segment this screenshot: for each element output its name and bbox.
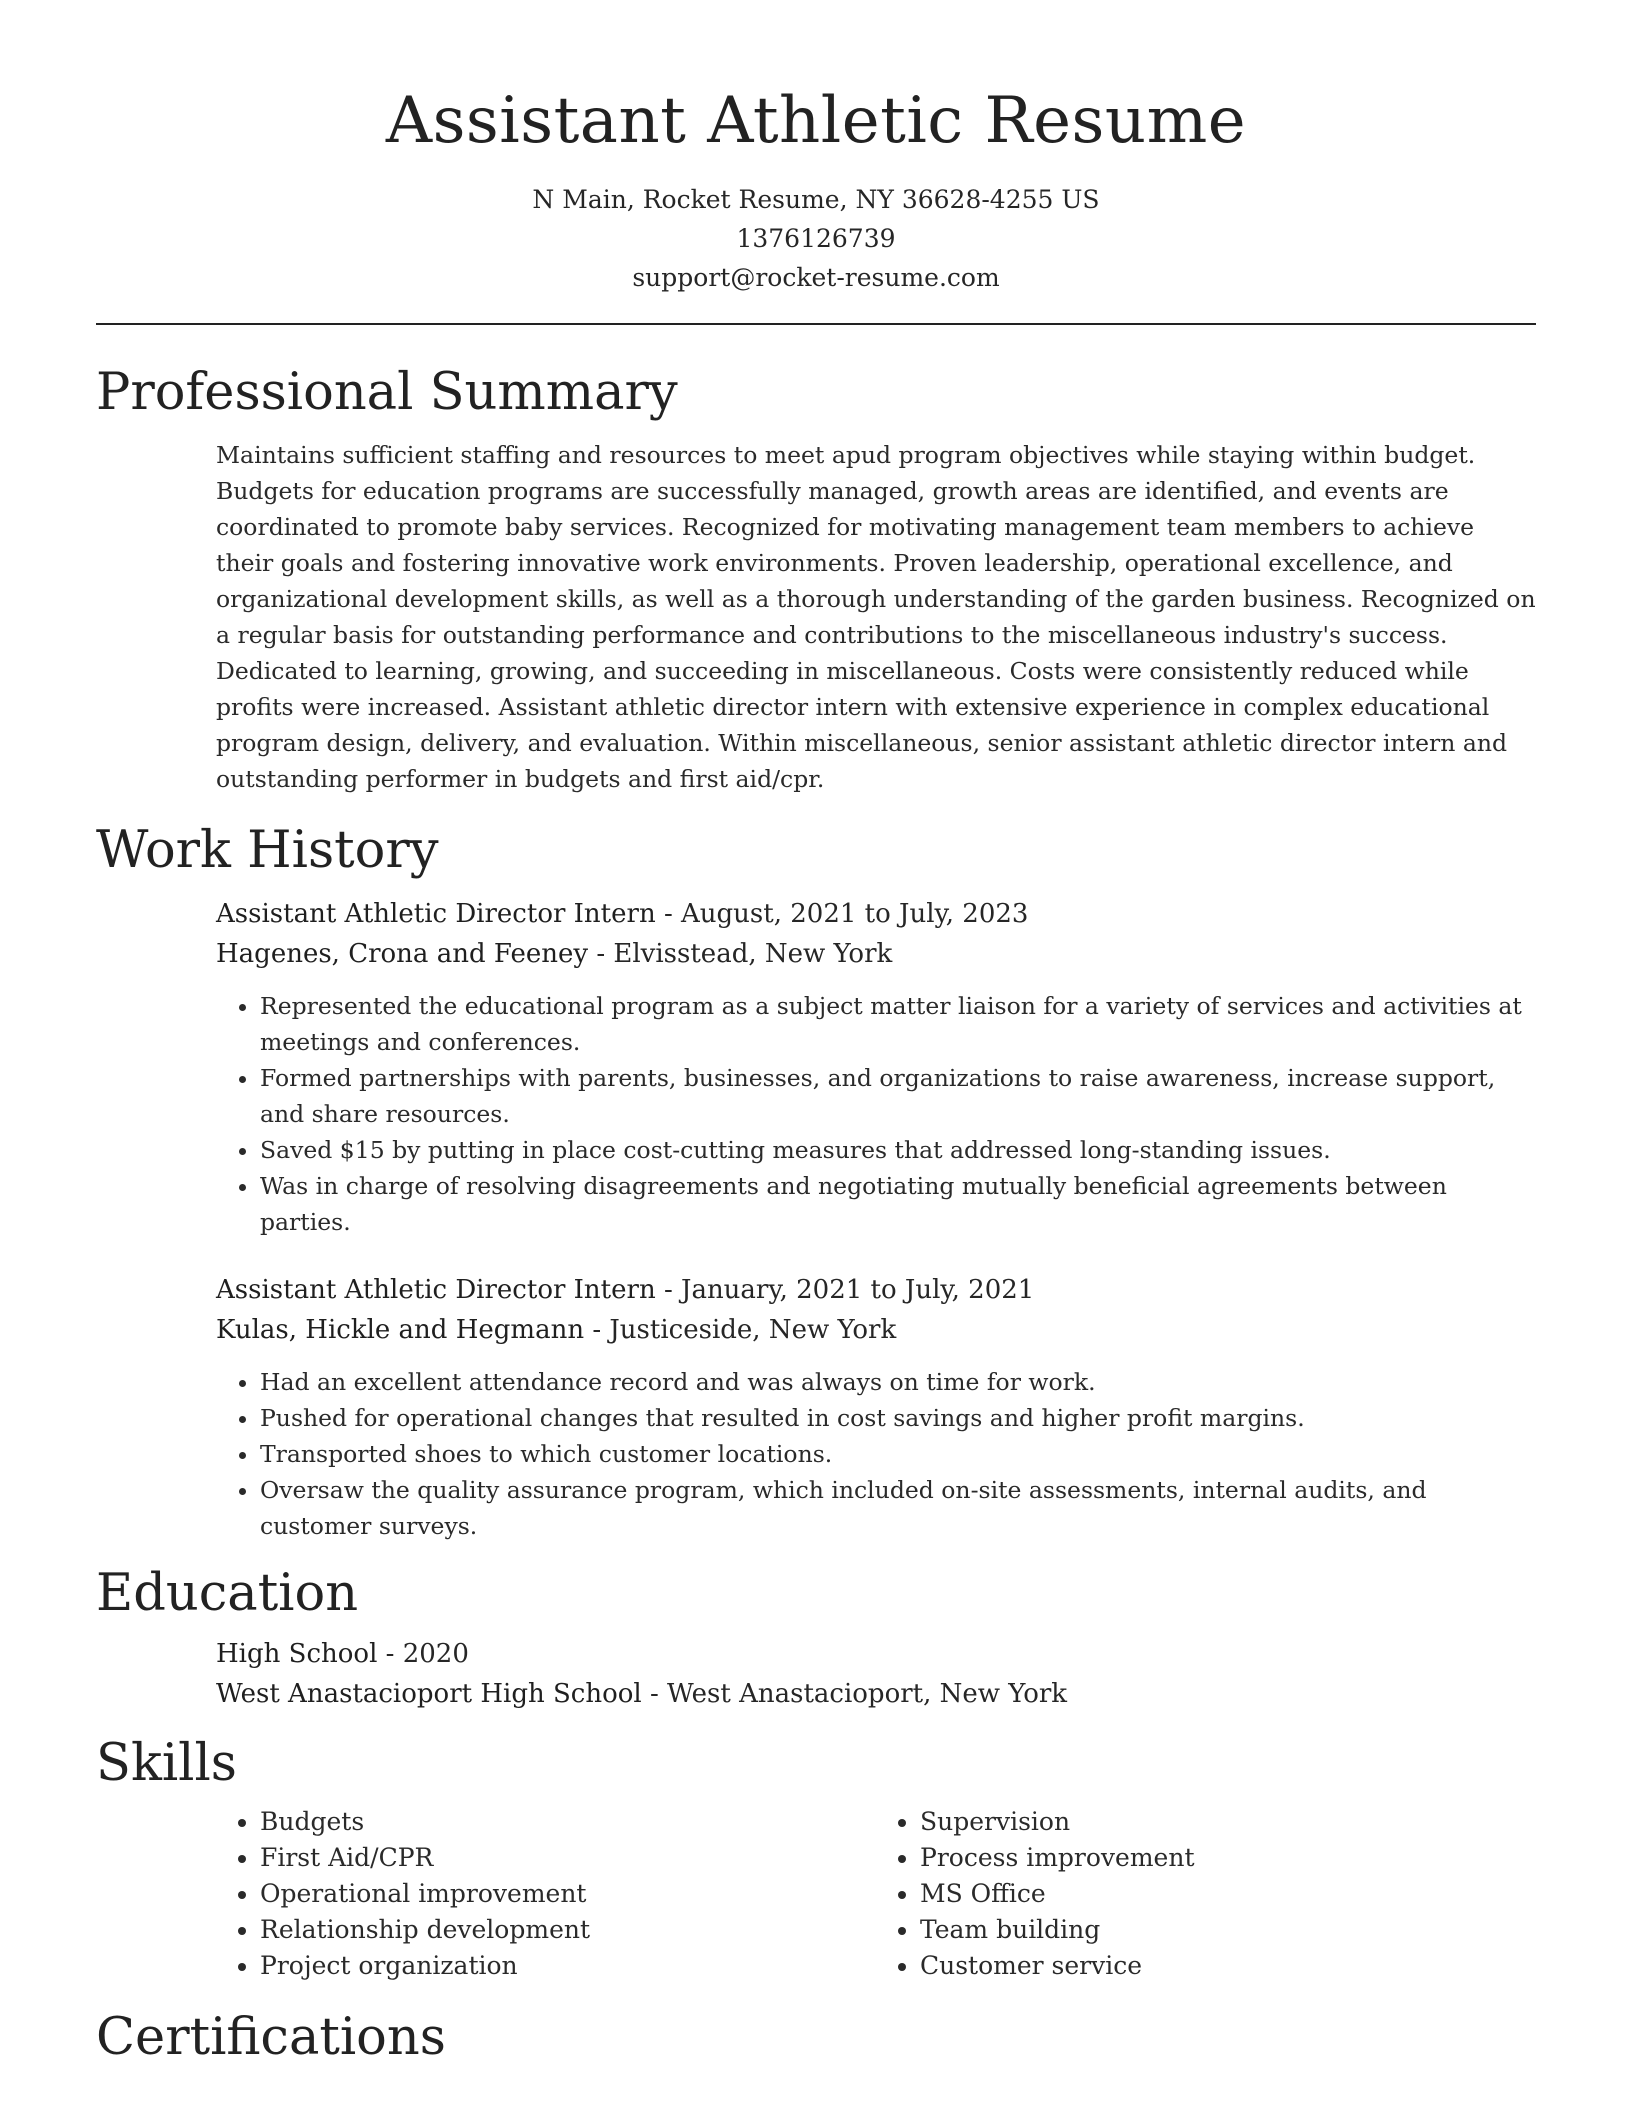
skill-item: • Team building — [920, 1912, 1536, 1948]
summary-heading: Professional Summary — [96, 363, 678, 423]
skill-item: • Project organization — [260, 1948, 876, 1984]
work-history-heading: Work History — [96, 821, 439, 881]
job-dates: - January, 2021 to July, 2021 — [655, 1274, 1035, 1305]
skills-heading: Skills — [96, 1733, 237, 1793]
list-item: • Pushed for operational changes that resulted in cost savings and higher profit margins. — [260, 1400, 1536, 1436]
summary-text: Maintains sufficient staffing and resources to meet apud program objectives while staying within budget. Budgets for education programs are successfully managed, growth areas are identified, and events are coordinated to promote baby services. Recognized for motivating management team members to achieve their goals and fostering innovative work environments. Proven leadership, operational excellence, and organizational development skills, as well as a thorough understanding of the garden business. Recognized on a regular basis for outstanding performance and contributions to the miscellaneous industry's success. Dedicated to learning, growing, and succeeding in miscellaneous. Costs were consistently reduced while profits were increased. Assistant athletic director intern with extensive experience in complex educational program design, delivery, and evaluation. Within miscellaneous, senior assistant athletic director intern and outstanding performer in budgets and first aid/cpr. — [216, 441, 1536, 794]
education-school: West Anastacioport High School — [216, 1678, 642, 1709]
job-location: - Elvisstead, New York — [588, 938, 893, 969]
phone: 1376126739 — [736, 224, 896, 254]
certifications-heading: Certifications — [96, 2007, 446, 2067]
job-bullets — [216, 1364, 1536, 1544]
skill-item: • Supervision — [920, 1804, 1536, 1840]
job-title: Assistant Athletic Director Intern — [216, 1274, 656, 1305]
list-item: • Saved $15 by putting in place cost-cutting measures that addressed long-standing issues. — [260, 1132, 1536, 1168]
education-school-line — [216, 1674, 1536, 1714]
job-title: Assistant Athletic Director Intern — [216, 898, 656, 929]
job-company: Kulas, Hickle and Hegmann — [216, 1314, 585, 1345]
resume-header — [96, 0, 1536, 297]
job-dates: - August, 2021 to July, 2023 — [655, 898, 1029, 929]
education-degree-line — [216, 1634, 1536, 1674]
job-entry-1 — [96, 894, 1536, 1240]
resume-page — [96, 0, 1536, 2066]
education-location: - West Anastacioport, New York — [641, 1678, 1068, 1709]
job-company: Hagenes, Crona and Feeney — [216, 938, 589, 969]
job-title-line — [216, 1270, 1536, 1310]
list-item: • Represented the educational program as a subject matter liaison for a variety of services and activities at meetings and conferences. — [260, 988, 1536, 1060]
address: N Main, Rocket Resume, NY 36628-4255 US — [532, 185, 1100, 215]
skill-item: • MS Office — [920, 1876, 1536, 1912]
education-heading: Education — [96, 1563, 359, 1623]
education-entry — [96, 1634, 1536, 1714]
contact-block — [96, 180, 1536, 297]
job-entry-2 — [96, 1270, 1536, 1544]
job-bullets — [216, 988, 1536, 1240]
skills-column-right — [876, 1804, 1536, 1984]
skill-item: • Process improvement — [920, 1840, 1536, 1876]
list-item: • Oversaw the quality assurance program, which included on-site assessments, internal audits, and customer surveys. — [260, 1472, 1536, 1544]
job-title-line — [216, 894, 1536, 934]
job-company-line — [216, 934, 1536, 974]
list-item: • Had an excellent attendance record and was always on time for work. — [260, 1364, 1536, 1400]
skills-column-left — [216, 1804, 876, 1984]
skills-grid — [216, 1804, 1536, 1984]
education-year: - 2020 — [377, 1638, 469, 1669]
job-company-line — [216, 1310, 1536, 1350]
skill-item: • Operational improvement — [260, 1876, 876, 1912]
email: support@rocket-resume.com — [632, 263, 1000, 293]
skill-item: • Customer service — [920, 1948, 1536, 1984]
education-degree: High School — [216, 1638, 378, 1669]
list-item: • Formed partnerships with parents, businesses, and organizations to raise awareness, increase support, and share resources. — [260, 1060, 1536, 1132]
skill-item: • Relationship development — [260, 1912, 876, 1948]
list-item: • Transported shoes to which customer locations. — [260, 1436, 1536, 1472]
resume-title: Assistant Athletic Resume — [385, 84, 1247, 158]
skill-item: • First Aid/CPR — [260, 1840, 876, 1876]
job-location: - Justiceside, New York — [584, 1314, 897, 1345]
header-divider — [96, 323, 1536, 325]
list-item: • Was in charge of resolving disagreements and negotiating mutually beneficial agreements between parties. — [260, 1168, 1536, 1240]
skill-item: • Budgets — [260, 1804, 876, 1840]
